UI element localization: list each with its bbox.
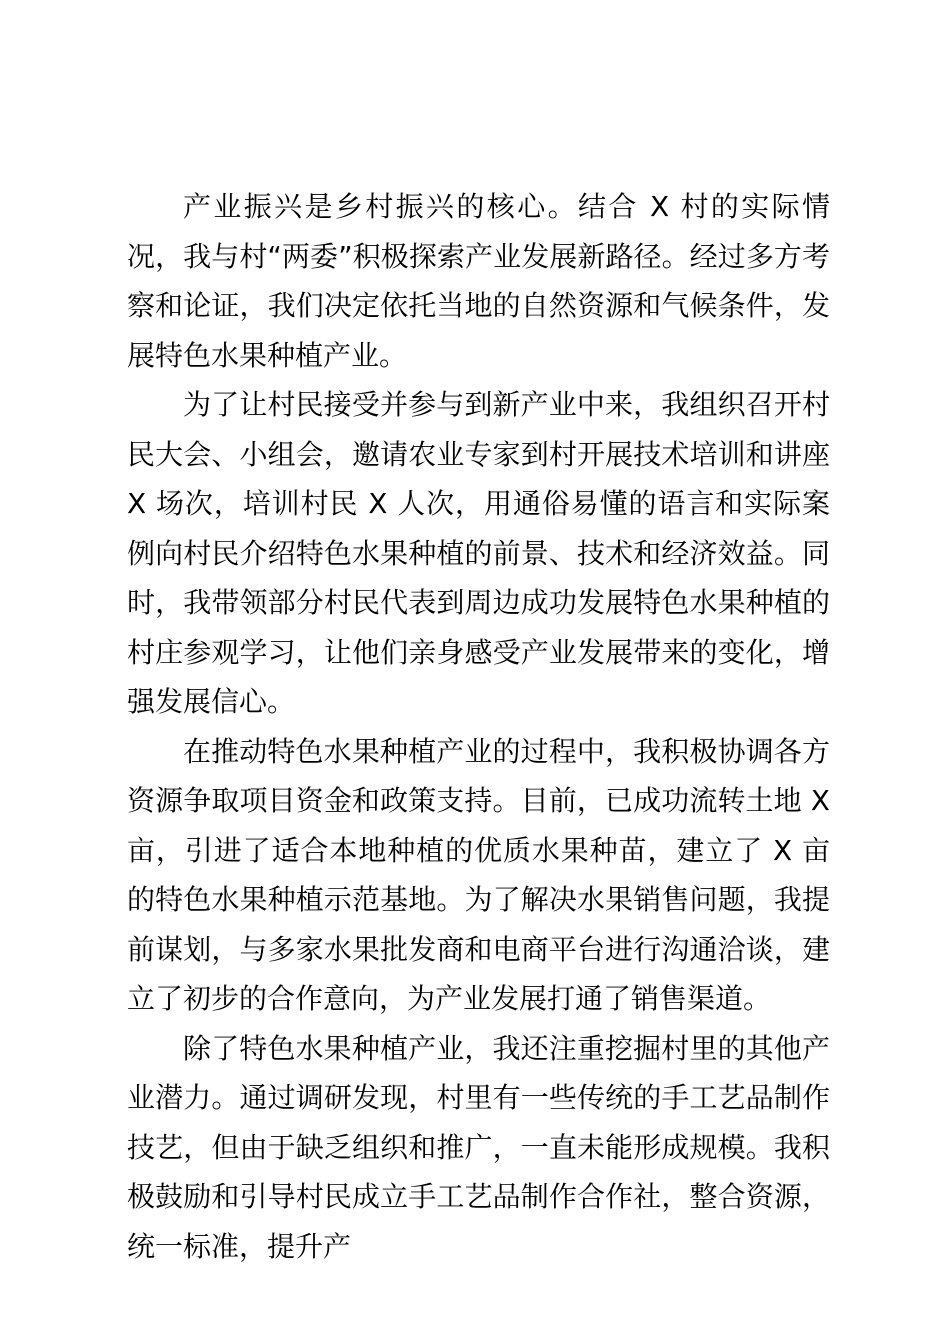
paragraph-1: 产业振兴是乡村振兴的核心。结合 X 村的实际情况，我与村“两委”积极探索产业发展新路径。经过多方考察和论证，我们决定依托当地的自然资源和气候条件，发展特色水果种植产业。 <box>127 190 830 372</box>
paragraph-4: 除了特色水果种植产业，我还注重挖掘村里的其他产业潜力。通过调研发现，村里有一些传统的手工艺品制作技艺，但由于缺乏组织和推广，一直未能形成规模。我积极鼓励和引导村民成立手工艺品制作合作社，整合资源，统一标准，提升产 <box>127 1031 830 1263</box>
paragraph-2: 为了让村民接受并参与到新产业中来，我组织召开村民大会、小组会，邀请农业专家到村开展技术培训和讲座 X 场次，培训村民 X 人次，用通俗易懂的语言和实际案例向村民介绍特色水果种植的前景、技术和经济效益。同时，我带领部分村民代表到周边成功发展特色水果种植的村庄参观学习，让他们亲身感受产业发展带来的变化，增强发展信心。 <box>127 388 830 718</box>
paragraph-3: 在推动特色水果种植产业的过程中，我积极协调各方资源争取项目资金和政策支持。目前，已成功流转土地 X 亩，引进了适合本地种植的优质水果种苗，建立了 X 亩的特色水果种植示范基地。为了解决水果销售问题，我提前谋划，与多家水果批发商和电商平台进行沟通洽谈，建立了初步的合作意向，为产业发展打通了销售渠道。 <box>127 734 830 1015</box>
document-body <box>127 182 830 1271</box>
